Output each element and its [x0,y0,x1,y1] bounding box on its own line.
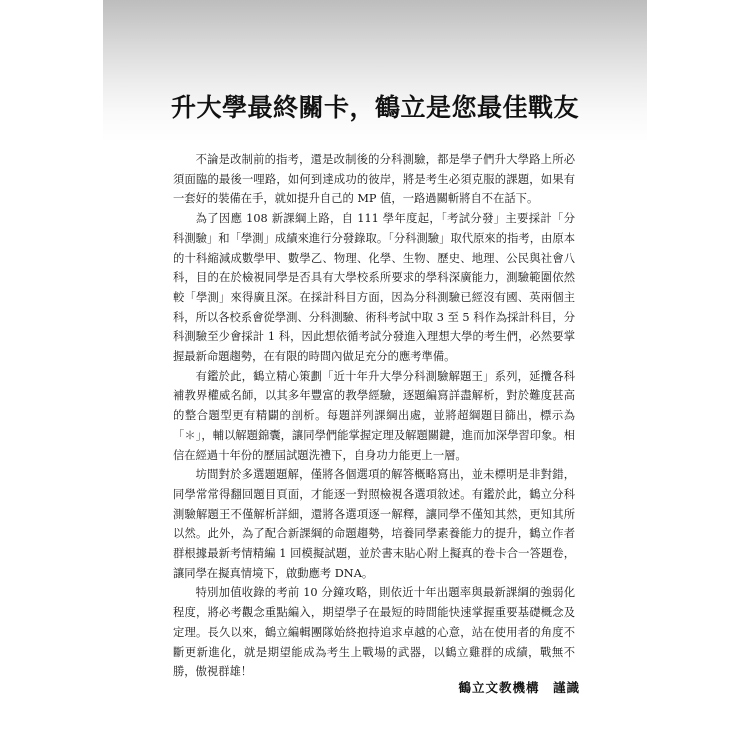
page-title: 升大學最終關卡，鶴立是您最佳戰友 [170,93,579,122]
paragraph-2: 為了因應 108 新課綱上路，自 111 學年度起，「考試分發」主要採計「分科測驗」和「學測」成績來進行分發錄取。「分科測驗」取代原來的指考，由原本的十科縮減成數學甲、數學乙、物理、化學、生物、歷史、地理、公民與社會八科，目的在於檢視同學是否具有大學校系所要求的學科深廣能力，測驗範圍依然較「學測」來得廣且深。在採計科目方面，因為分科測驗已經沒有國、英兩個主科，所以各校系會從學測、分科測驗、術科考試中取 3 至 5 科作為採計科目，分科測驗至少會採計 1 科，因此想依循考試分發進入理想大學的考生們，必然要掌握最新命題趨勢，在有限的時間內做足充分的應考準備。 [173,212,575,364]
paragraph-3: 有鑑於此，鶴立精心策劃「近十年升大學分科測驗解題王」系列，延攬各科補教界權威名師，以其多年豐富的教學經驗，逐題編寫詳盡解析，對於難度甚高的整合題型更有精闢的剖析。每題詳列課綱出處，並將超綱題目篩出，標示為「＊」，輔以解題錦囊，讓同學們能掌握定理及解題關鍵，進而加深學習印象。相信在經過十年份的歷屆試題洗禮下，自身功力能更上一層。 [173,369,575,462]
signature: 鶴立文教機構 謹識 [458,680,580,695]
paragraph-5: 特別加值收錄的考前 10 分鐘攻略，則依近十年出題率與最新課綱的強弱化程度，將必考觀念重點編入，期望學子在最短的時間能快速掌握重要基礎概念及定理。長久以來，鶴立編輯團隊始終抱持追求卓越的心意，站在使用者的角度不斷更新進化，就是期望能成為考生上戰場的武器，以鶴立雞群的成績，戰無不勝，傲視群雄！ [173,586,575,679]
paragraph-1: 不論是改制前的指考，還是改制後的分科測驗，都是學子們升大學路上所必須面臨的最後一哩路，如何到達成功的彼岸，將是考生必須克服的課題，如果有一套好的裝備在手，就如提升自己的 MP 值，一路過關斬將自不在話下。 [173,153,575,206]
preface-body [173,150,575,682]
paragraph-4: 坊間對於多選題題解，僅將各個選項的解答概略寫出，並未標明是非對錯，同學常常得翻回題目頁面，才能逐一對照檢視各選項敘述。有鑑於此，鶴立分科測驗解題王不僅解析詳細，還將各選項逐一解釋，讓同學不僅知其然，更知其所以然。此外，為了配合新課綱的命題趨勢，培養同學素養能力的提升，鶴立作者群根據最新考情精編 1 回模擬試題，並於書末貼心附上擬真的卷卡合一答題卷，讓同學在擬真情境下，啟動應考 DNA。 [173,468,575,580]
